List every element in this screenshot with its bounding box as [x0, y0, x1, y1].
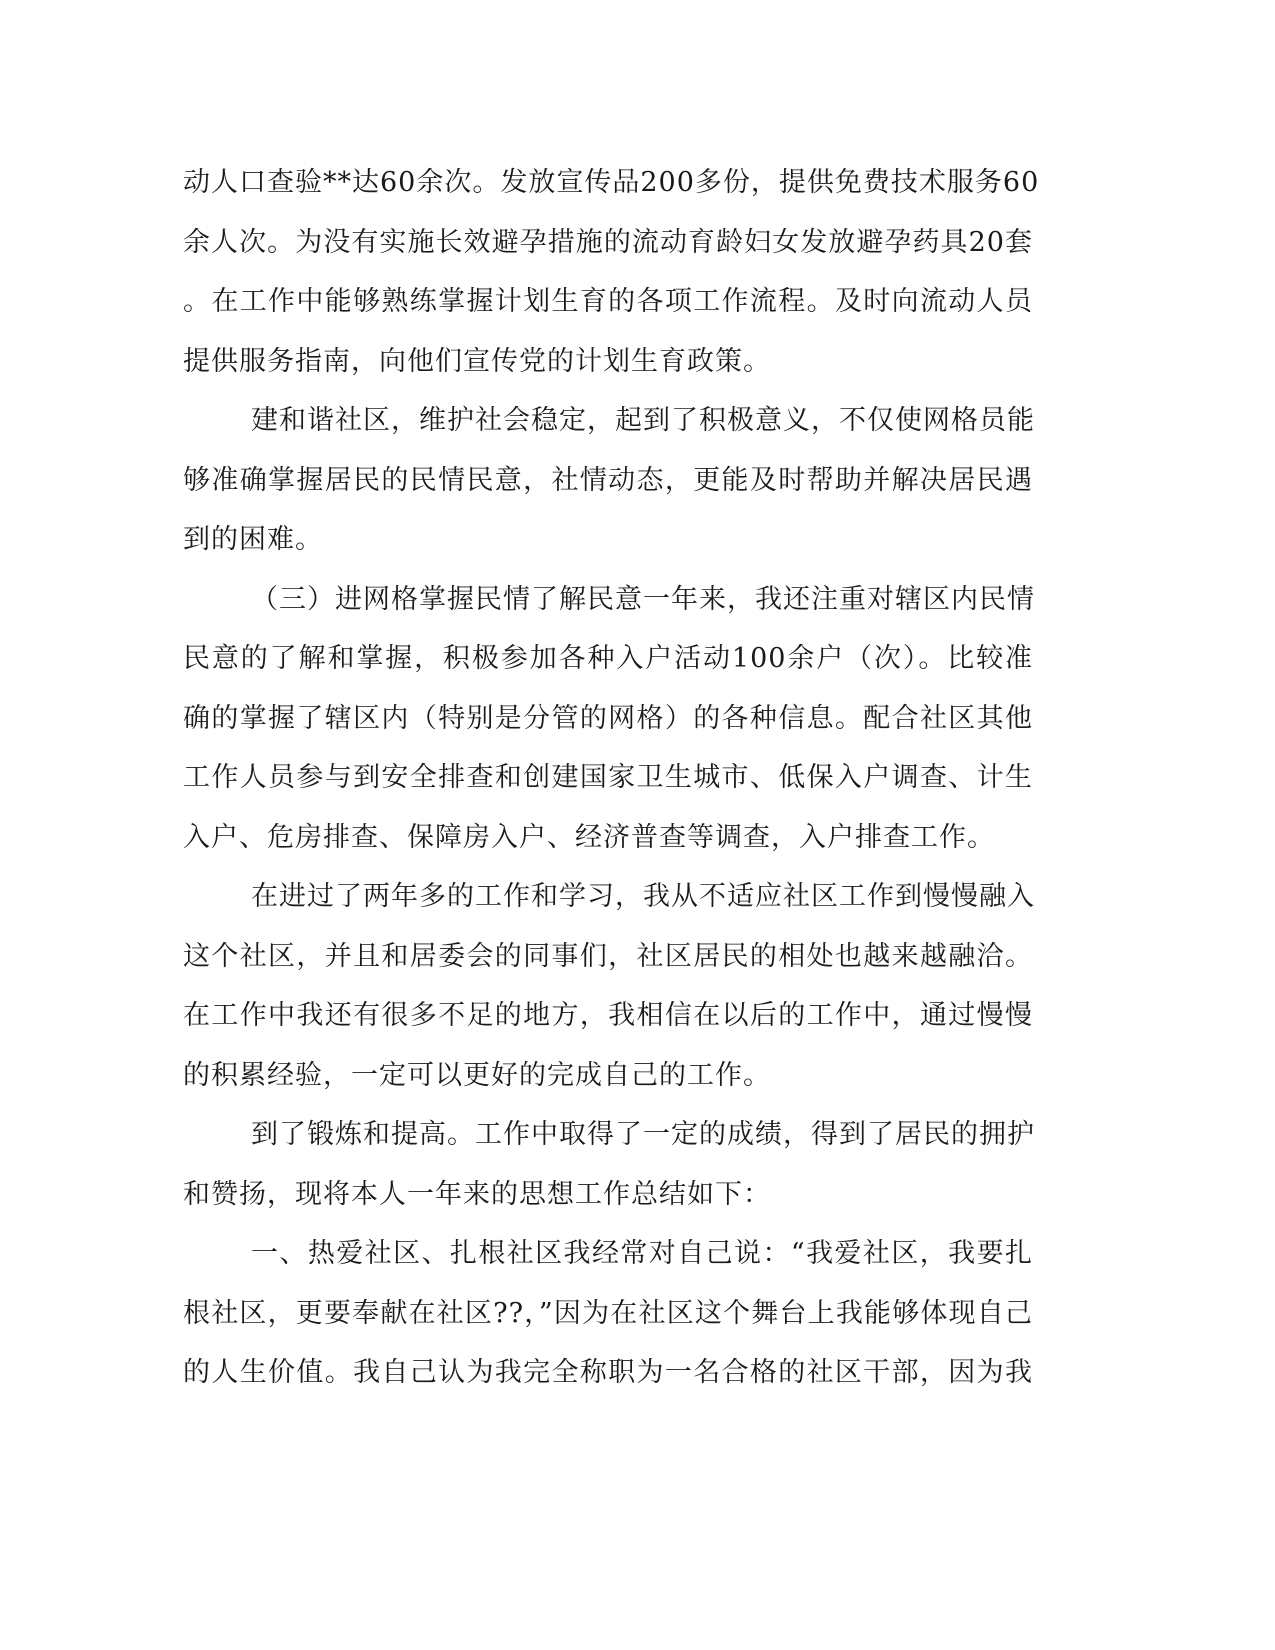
text-line: 一、热爱社区、扎根社区我经常对自己说：“我爱社区，我要扎 — [251, 1238, 1033, 1269]
text-line: 的积累经验，一定可以更好的完成自己的工作。 — [183, 1059, 771, 1091]
text-line: 到了锻炼和提高。工作中取得了一定的成绩，得到了居民的拥护 — [251, 1119, 1035, 1150]
text-line: 在进过了两年多的工作和学习，我从不适应社区工作到慢慢融入 — [251, 881, 1035, 912]
body-text — [183, 153, 1040, 1403]
text-line: 。在工作中能够熟练掌握计划生育的各项工作流程。及时向流动人员 — [183, 286, 1033, 317]
text-line: 动人口查验**达60余次。发放宣传品200多份，提供免费技术服务60 — [183, 167, 1040, 198]
text-line: 到的困难。 — [183, 524, 323, 555]
text-line: 够准确掌握居民的民情民意，社情动态，更能及时帮助并解决居民遇 — [183, 464, 1033, 496]
text-line: 建和谐社区，维护社会稳定，起到了积极意义，不仅使网格员能 — [251, 405, 1035, 436]
text-line: 入户、危房排查、保障房入户、经济普查等调查，入户排查工作。 — [183, 821, 995, 853]
text-line: 这个社区，并且和居委会的同事们，社区居民的相处也越来越融洽。 — [183, 940, 1033, 972]
text-line: 在工作中我还有很多不足的地方，我相信在以后的工作中，通过慢慢 — [183, 1000, 1033, 1031]
text-line: 提供服务指南，向他们宣传党的计划生育政策。 — [183, 345, 771, 377]
text-line: 和赞扬，现将本人一年来的思想工作总结如下： — [183, 1178, 771, 1210]
text-line: 确的掌握了辖区内（特别是分管的网格）的各种信息。配合社区其他 — [183, 702, 1033, 734]
text-line: 的人生价值。我自己认为我完全称职为一名合格的社区干部，因为我 — [183, 1357, 1033, 1388]
text-line: 民意的了解和掌握，积极参加各种入户活动100余户（次）。比较准 — [183, 643, 1033, 674]
text-line: 根社区，更要奉献在社区??，”因为在社区这个舞台上我能够体现自己 — [183, 1297, 1033, 1329]
text-line: 余人次。为没有实施长效避孕措施的流动育龄妇女发放避孕药具20套 — [183, 226, 1033, 258]
text-line: 工作人员参与到安全排查和创建国家卫生城市、低保入户调查、计生 — [183, 762, 1033, 793]
text-line: （三）进网格掌握民情了解民意一年来，我还注重对辖区内民情 — [251, 583, 1035, 615]
